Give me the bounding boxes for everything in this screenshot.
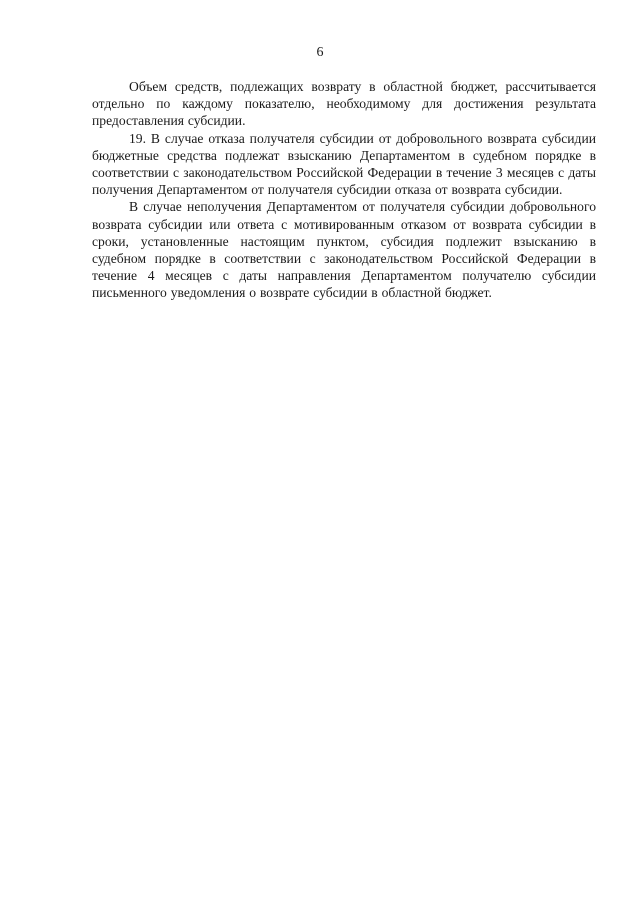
document-body [92,78,596,302]
paragraph-refund-volume: Объем средств, подлежащих возврату в областной бюджет, рассчитывается отдельно по каждому показателю, необходимому для достижения результата предоставления субсидии. [92,79,596,129]
page-number: 6 [316,45,324,60]
paragraph-non-receipt: В случае неполучения Департаментом от получателя субсидии добровольного возврата субсидии или ответа с мотивированным отказом от возврата субсидии в сроки, установленные настоящим пунктом, субсидия подлежит взысканию в судебном порядке в соответствии с законодательством Российской Федерации в течение 4 месяцев с даты направления Департаментом получателю субсидии письменного уведомления о возврате субсидии в областной бюджет. [92,199,596,301]
paragraph-clause-19: 19. В случае отказа получателя субсидии от добровольного возврата субсидии бюджетные средства подлежат взысканию Департаментом в судебном порядке в соответствии с законодательством Российской Федерации в течение 3 месяцев с даты получения Департаментом от получателя субсидии отказа от возврата субсидии. [92,130,596,198]
